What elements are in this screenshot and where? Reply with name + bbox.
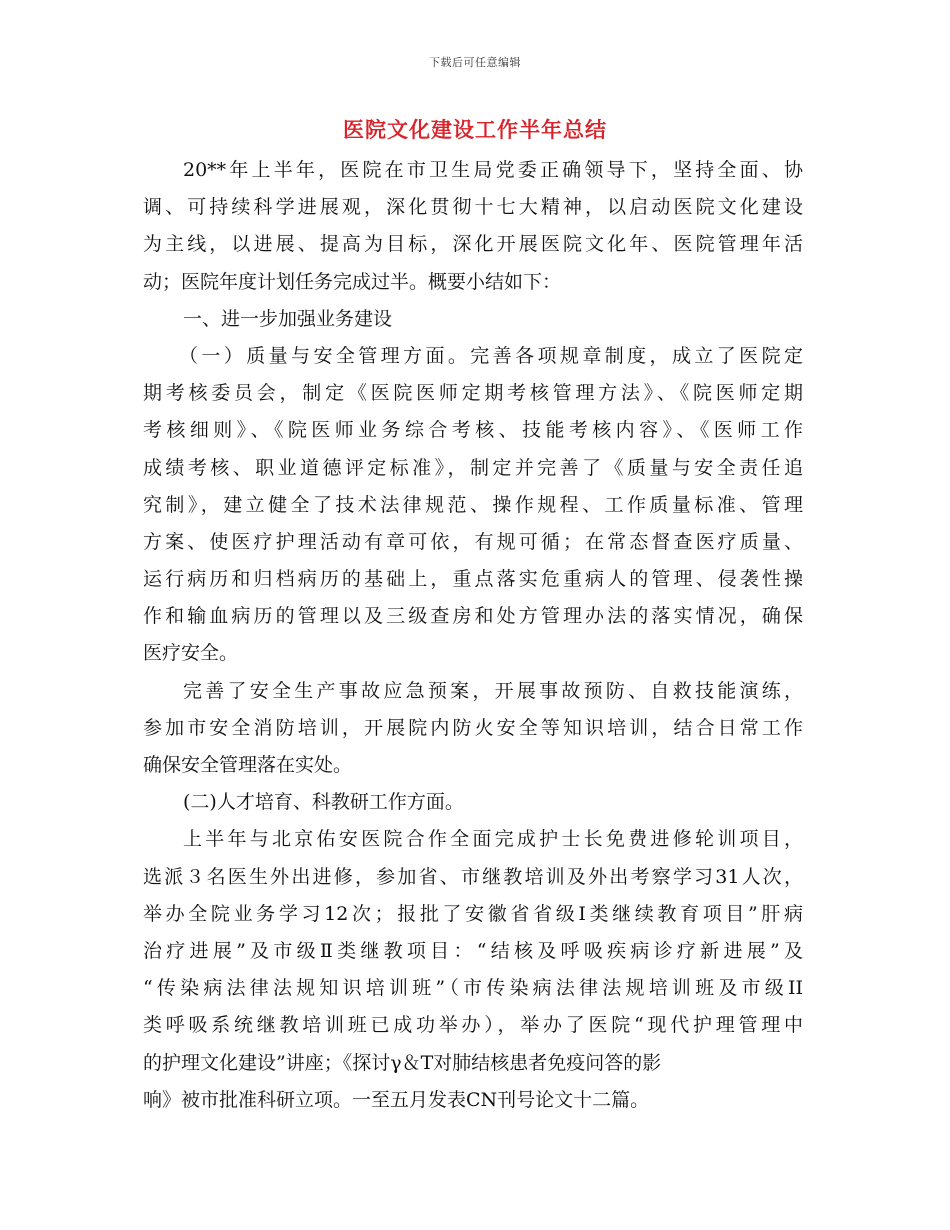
paragraph-line: 响》被市批准科研立项。一至五月发表CN刊号论文十二篇。 xyxy=(143,1088,650,1111)
paragraph-line: 运行病历和归档病历的基础上，重点落实危重病人的管理、侵袭性操 xyxy=(143,568,803,591)
paragraph-line: （一）质量与安全管理方面。完善各项规章制度，成立了医院定 xyxy=(179,344,803,367)
document-title: 医院文化建设工作半年总结 xyxy=(343,117,607,142)
paragraph-line: 类呼吸系统继教培训班已成功举办），举办了医院“现代护理管理中 xyxy=(143,1014,803,1037)
paragraph-line: 期考核委员会，制定《医院医师定期考核管理方法》、《院医师定期 xyxy=(143,382,803,405)
paragraph-line: 方案、使医疗护理活动有章可依，有规可循；在常态督查医疗质量、 xyxy=(143,530,803,553)
section-heading: (二)人才培育、科教研工作方面。 xyxy=(183,791,464,814)
paragraph-line: 为主线，以进展、提高为目标，深化开展医院文化年、医院管理年活 xyxy=(143,233,803,256)
paragraph-line: 上半年与北京佑安医院合作全面完成护士长免费进修轮训项目， xyxy=(183,828,803,851)
paragraph-line: “传染病法律法规知识培训班”（市传染病法律法规培训班及市级II xyxy=(143,977,803,1000)
paragraph-line: 选派３名医生外出进修，参加省、市继教培训及外出考察学习31人次， xyxy=(143,865,803,888)
paragraph-line: 作和输血病历的管理以及三级查房和处方管理办法的落实情况，确保 xyxy=(143,605,803,628)
paragraph-line: 调、可持续科学进展观，深化贯彻十七大精神，以启动医院文化建设 xyxy=(143,196,803,219)
paragraph-line: 治疗进展”及市级Ⅱ类继教项目：“结核及呼吸疾病诊疗新进展”及 xyxy=(143,939,803,962)
paragraph-line: 确保安全管理落在实处。 xyxy=(143,754,353,776)
paragraph-line: 参加市安全消防培训，开展院内防火安全等知识培训，结合日常工作 xyxy=(143,716,803,739)
paragraph-line: 20**年上半年，医院在市卫生局党委正确领导下，坚持全面、协 xyxy=(183,159,803,181)
section-heading: 一、进一步加强业务建设 xyxy=(183,307,393,330)
paragraph-line: 动；医院年度计划任务完成过半。概要小结如下： xyxy=(143,270,562,293)
page-header: 下载后可任意编辑 xyxy=(429,56,521,69)
paragraph-line: 举办全院业务学习12次；报批了安徽省省级Ⅰ类继续教育项目”肝病 xyxy=(143,902,803,925)
paragraph-line: 考核细则》、《院医师业务综合考核、技能考核内容》、《医师工作 xyxy=(143,419,803,442)
document-body xyxy=(143,152,803,1119)
paragraph-line: 成绩考核、职业道德评定标准》，制定并完善了《质量与安全责任追 xyxy=(143,456,803,479)
paragraph-line: 完善了安全生产事故应急预案，开展事故预防、自救技能演练， xyxy=(183,679,803,702)
paragraph-line: 医疗安全。 xyxy=(143,642,239,665)
paragraph-line: 究制》，建立健全了技术法律规范、操作规程、工作质量标准、管理 xyxy=(143,493,803,516)
paragraph-line: 的护理文化建设”讲座；《探讨γ＆T对肺结核患者免疫问答的影 xyxy=(143,1051,662,1074)
